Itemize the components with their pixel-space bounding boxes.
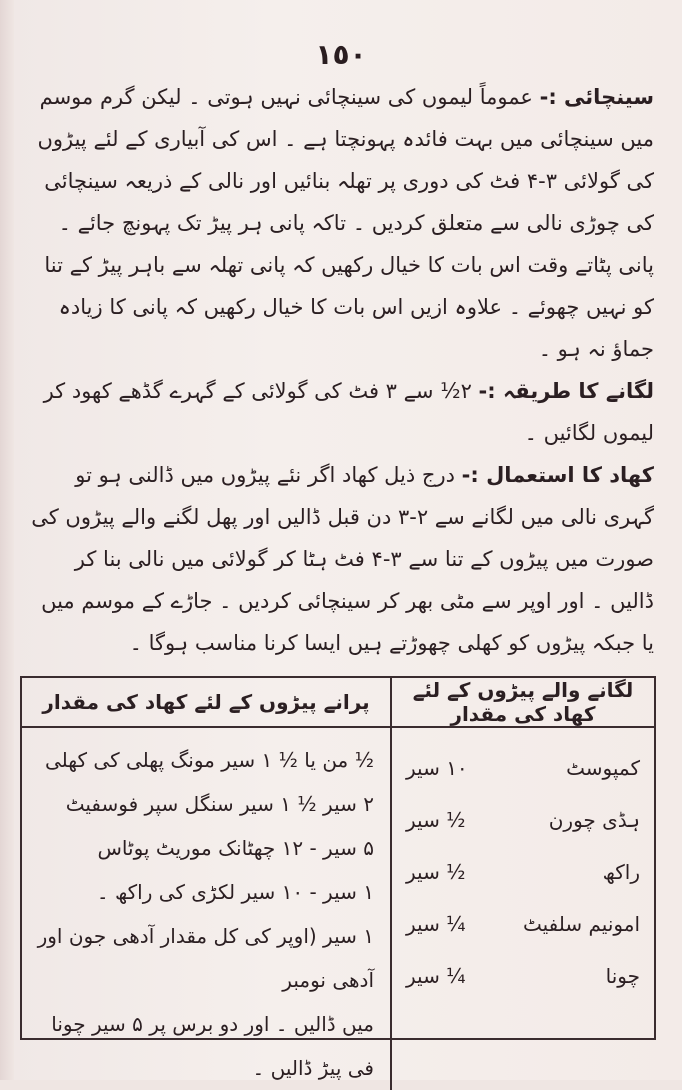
fertilizer-qty: ¼ سیر	[406, 964, 466, 988]
fertilizer-name: کمپوسٹ	[566, 756, 640, 780]
fertilizer-qty: ۱۰ سیر	[406, 756, 468, 780]
paragraph-planting	[28, 370, 654, 454]
table-row	[406, 898, 640, 950]
old-tree-line: ۱ سیر - ۱۰ سیر لکڑی کی راکھ ۔	[96, 880, 374, 904]
fertilizer-qty: ¼ سیر	[406, 912, 466, 936]
header-old-trees: پرانے پیڑوں کے لئے کھاد کی مقدار	[42, 690, 370, 714]
fertilizer-qty: ½ سیر	[406, 860, 466, 884]
fertilizer-qty: ½ سیر	[406, 808, 466, 832]
table-row	[406, 794, 640, 846]
paragraph-irrigation	[28, 76, 654, 370]
heading-irrigation: سینچائی :-	[539, 85, 654, 109]
page-spine-shadow	[0, 0, 14, 1080]
old-tree-line: میں ڈالیں ۔ اور دو برس پر ۵ سیر چونا فی پیڑ ڈالیں ۔	[51, 1012, 374, 1080]
old-tree-line: ½ من یا ½ ۱ سیر مونگ پھلی کی کھلی	[45, 748, 374, 772]
fertilizer-name: چونا	[605, 964, 640, 988]
text-planting: ۲½ سے ۳ فٹ کی گولائی کے گہرے گڈھے کھود کر لیموں لگائیں ۔	[43, 379, 654, 445]
heading-planting: لگانے کا طریقہ :-	[478, 379, 654, 403]
page-number: ١٥٠	[315, 38, 367, 71]
table-body	[22, 728, 654, 1090]
page-body	[28, 76, 654, 664]
fertilizer-name: امونیم سلفیٹ	[522, 912, 640, 936]
text-fertilizer: درج ذیل کھاد اگر نئے پیڑوں میں ڈالنی ہو تو گہری نالی میں لگانے سے ۲-۳ دن قبل ڈالیں اور پھل لگنے والے پیڑوں کی صورت میں پیڑوں کے تنا سے ۳-۴ فٹ ہٹا کر گولائی میں نالی بنا کر ڈالیں ۔ اور اوپر سے مٹی بھر کر سینچائی کردیں ۔ جاڑے کے موسم میں یا جبکہ پیڑوں کو کھلی چھوڑتے ہیں ایسا کرنا مناسب ہوگا ۔	[31, 463, 654, 655]
old-trees-column	[22, 728, 390, 1090]
fertilizer-table	[20, 676, 656, 1080]
table-row	[406, 950, 640, 1002]
new-trees-column	[390, 728, 654, 1090]
header-new-trees: لگانے والے پیڑوں کے لئے کھاد کی مقدار	[390, 678, 654, 726]
fertilizer-name: راکھ	[602, 860, 640, 884]
text-irrigation: عموماً لیموں کی سینچائی نہیں ہوتی ۔ لیکن گرم موسم میں سینچائی میں بہت فائدہ پہونچتا ہے ۔ اس کی آبیاری کے لئے پیڑوں کی گولائی ۳-۴ فٹ کی دوری پر تھلہ بنائیں اور نالی کے ذریعہ سینچائی کی چوڑی نالی سے متعلق کردیں ۔ تاکہ پانی ہر پیڑ تک پہونچ جائے ۔ پانی پٹاتے وقت اس بات کا خیال رکھیں کہ پانی تھلہ سے باہر پیڑ کے تنا کو نہیں چھوئے ۔ علاوہ ازیں اس بات کا خیال رکھیں کہ پانی کا زیادہ جماؤ نہ ہو ۔	[37, 85, 654, 361]
old-tree-line: ۲ سیر ½ ۱ سیر سنگل سپر فوسفیٹ	[65, 792, 374, 816]
table-row	[406, 742, 640, 794]
old-tree-line: ۵ سیر - ۱۲ چھٹانک موریٹ پوٹاس	[97, 836, 374, 860]
table-row	[406, 846, 640, 898]
heading-fertilizer: کھاد کا استعمال :-	[461, 463, 654, 487]
fertilizer-name: ہڈی چورن	[548, 808, 640, 832]
table-header-row	[22, 678, 654, 728]
old-tree-line: ۱ سیر (اوپر کی کل مقدار آدھی جون اور آدھی نومبر	[37, 924, 374, 992]
paragraph-fertilizer	[28, 454, 654, 664]
